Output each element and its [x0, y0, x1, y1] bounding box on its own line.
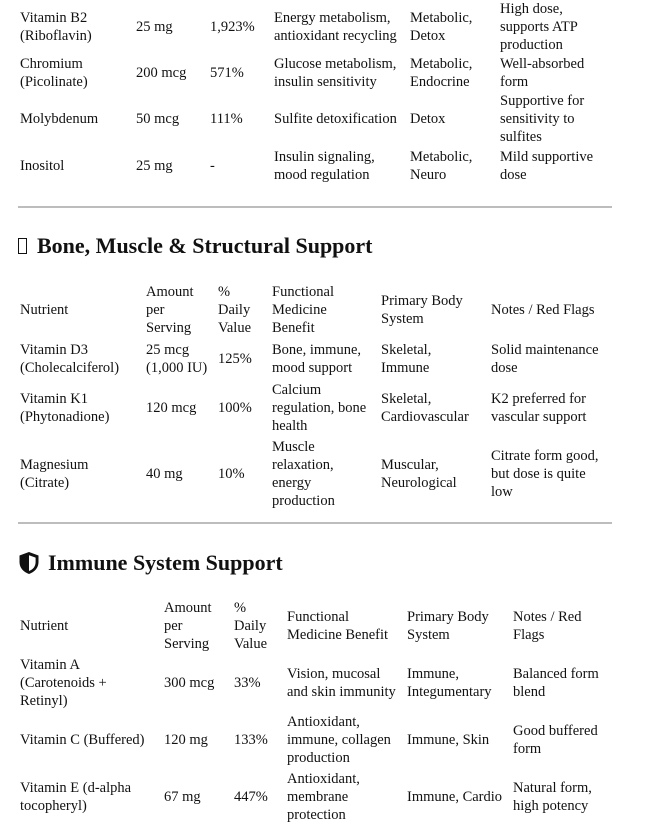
cell-line: production — [500, 37, 563, 53]
cell-line: 25 mcg — [146, 342, 190, 358]
cell-line: Antioxidant, — [287, 714, 360, 730]
cell-nutrient — [16, 54, 132, 92]
cell-dv: 10% — [218, 466, 245, 482]
cell-line: mood support — [272, 360, 353, 376]
cell-notes — [509, 654, 617, 712]
table-row — [16, 379, 613, 437]
cell-line: Endocrine — [410, 74, 470, 90]
cell-line: Benefit — [272, 320, 315, 336]
cell-line: (Carotenoids + — [20, 675, 107, 691]
cell-line: blend — [513, 684, 546, 700]
cell-line: (Riboflavin) — [20, 28, 92, 44]
table-row — [16, 339, 613, 379]
cell-benefit — [283, 712, 403, 768]
cell-nutrient — [16, 768, 160, 826]
cell-line: Neurological — [381, 475, 457, 491]
cell-line: (Citrate) — [20, 475, 70, 491]
cell-line: Immune, Skin — [407, 732, 490, 748]
cell-line: High dose, — [500, 1, 563, 17]
cell-line: membrane — [287, 789, 349, 805]
cell-line: form — [500, 74, 529, 90]
cell-notes — [487, 437, 613, 511]
cell-line: Sulfite detoxification — [274, 111, 397, 127]
cell-system — [403, 654, 509, 712]
cell-system — [377, 437, 487, 511]
cell-line: 120 mg — [164, 732, 208, 748]
cell-nutrient — [16, 654, 160, 712]
cell-benefit — [268, 339, 377, 379]
cell-dv — [214, 281, 268, 339]
cell-line: Muscle — [272, 439, 315, 455]
cell-amount — [132, 92, 206, 146]
cell-benefit — [283, 768, 403, 826]
metabolic-table-continued — [16, 0, 614, 186]
cell-line: regulation, bone — [272, 400, 367, 416]
cell-dv: 125% — [218, 351, 252, 367]
cell-notes — [496, 146, 614, 186]
cell-amount — [160, 768, 230, 826]
cell-line: 120 mcg — [146, 400, 197, 416]
cell-nutrient — [16, 437, 142, 511]
cell-dv: 111% — [210, 111, 243, 127]
cell-amount — [142, 281, 214, 339]
cell-amount — [142, 339, 214, 379]
cell-line: Value — [218, 320, 252, 336]
cell-line: Immune, — [407, 666, 459, 682]
cell-amount — [160, 598, 230, 654]
cell-line: Calcium — [272, 382, 322, 398]
table-row — [16, 146, 614, 186]
cell-nutrient — [16, 379, 142, 437]
cell-dv: 133% — [234, 732, 268, 748]
cell-line: Solid maintenance — [491, 342, 599, 358]
header-row — [16, 281, 613, 339]
cell-nutrient — [16, 146, 132, 186]
shield-icon — [18, 551, 40, 575]
cell-line: supports ATP — [500, 19, 578, 35]
cell-benefit — [270, 92, 406, 146]
cell-line: (Cholecalciferol) — [20, 360, 120, 376]
cell-line: Integumentary — [407, 684, 492, 700]
section-divider — [18, 522, 612, 524]
cell-notes — [487, 379, 613, 437]
cell-line: immune, collagen — [287, 732, 391, 748]
cell-line: Vitamin A — [20, 657, 80, 673]
cell-line: but dose is quite — [491, 466, 586, 482]
cell-line: 25 mg — [136, 19, 173, 35]
cell-system — [406, 0, 496, 54]
table-row — [16, 437, 613, 511]
cell-benefit — [268, 379, 377, 437]
cell-line: Bone, immune, — [272, 342, 362, 358]
cell-line: antioxidant recycling — [274, 28, 397, 44]
cell-line: sensitivity to — [500, 111, 575, 127]
section-divider — [18, 206, 612, 208]
cell-line: 300 mcg — [164, 675, 215, 691]
cell-line: 40 mg — [146, 466, 183, 482]
cell-line: Glucose metabolism, — [274, 56, 397, 72]
cell-line: Chromium — [20, 56, 83, 72]
table-body — [16, 281, 613, 511]
cell-benefit — [268, 437, 377, 511]
cell-line: Natural form, — [513, 780, 592, 796]
cell-dv: 447% — [234, 789, 268, 805]
cell-amount — [132, 146, 206, 186]
cell-line: Amount — [164, 600, 212, 616]
cell-amount — [160, 712, 230, 768]
cell-line: protection — [287, 807, 346, 823]
cell-benefit — [270, 54, 406, 92]
cell-dv: 1,923% — [210, 19, 255, 35]
cell-benefit — [270, 0, 406, 54]
cell-notes — [496, 92, 614, 146]
section-heading-immune — [18, 550, 283, 576]
table-row — [16, 92, 614, 146]
cell-nutrient — [16, 339, 142, 379]
cell-notes — [509, 712, 617, 768]
bone-muscle-table — [16, 281, 613, 511]
cell-system — [406, 92, 496, 146]
cell-line: Vitamin C (Buffered) — [20, 732, 145, 748]
cell-line: Primary Body — [407, 609, 489, 625]
cell-line: Insulin signaling, — [274, 149, 375, 165]
cell-line: Nutrient — [20, 618, 69, 634]
cell-line: Inositol — [20, 158, 65, 174]
cell-line: tocopheryl) — [20, 798, 87, 814]
cell-line: per — [164, 618, 183, 634]
cell-system — [406, 54, 496, 92]
cell-system — [403, 712, 509, 768]
cell-line: Molybdenum — [20, 111, 99, 127]
table-row — [16, 54, 614, 92]
header-row — [16, 598, 617, 654]
cell-system — [403, 598, 509, 654]
cell-dv: 571% — [210, 65, 244, 81]
cell-line: dose — [500, 167, 527, 183]
cell-line: (Picolinate) — [20, 74, 88, 90]
cell-line: Well-absorbed — [500, 56, 585, 72]
cell-line: insulin sensitivity — [274, 74, 377, 90]
cell-line: dose — [491, 360, 518, 376]
cell-nutrient — [16, 92, 132, 146]
cell-line: per — [146, 302, 165, 318]
cell-line: Citrate form good, — [491, 448, 599, 464]
cell-line: 200 mcg — [136, 65, 187, 81]
cell-nutrient — [16, 0, 132, 54]
cell-line: relaxation, — [272, 457, 334, 473]
cell-line: Skeletal, — [381, 342, 432, 358]
cell-line: 67 mg — [164, 789, 201, 805]
cell-line: Antioxidant, — [287, 771, 360, 787]
immune-table — [16, 598, 617, 826]
section-heading-bone — [18, 233, 373, 259]
cell-notes — [496, 54, 614, 92]
cell-benefit — [283, 598, 403, 654]
cell-dv: - — [210, 158, 215, 174]
cell-nutrient — [16, 712, 160, 768]
cell-line: Skeletal, — [381, 391, 432, 407]
cell-line: Metabolic, — [410, 149, 473, 165]
table-row — [16, 654, 617, 712]
cell-line: (Phytonadione) — [20, 409, 110, 425]
cell-line: Supportive for — [500, 93, 585, 109]
cell-nutrient — [16, 281, 142, 339]
cell-system — [377, 339, 487, 379]
cell-amount — [142, 379, 214, 437]
cell-line: Nutrient — [20, 302, 69, 318]
cell-line: and skin immunity — [287, 684, 396, 700]
box-icon — [18, 238, 27, 254]
table-body — [16, 0, 614, 186]
cell-notes — [509, 598, 617, 654]
cell-line: Cardiovascular — [381, 409, 469, 425]
cell-line: System — [407, 627, 450, 643]
cell-line: K2 preferred for — [491, 391, 587, 407]
cell-line: Good buffered — [513, 723, 598, 739]
cell-line: Metabolic, — [410, 10, 473, 26]
cell-system — [377, 379, 487, 437]
cell-line: health — [272, 418, 308, 434]
cell-line: Serving — [146, 320, 192, 336]
cell-line: Retinyl) — [20, 693, 68, 709]
cell-line: Neuro — [410, 167, 447, 183]
cell-notes — [496, 0, 614, 54]
cell-line: Muscular, — [381, 457, 439, 473]
cell-line: form — [513, 741, 542, 757]
cell-line: production — [287, 750, 350, 766]
cell-system — [403, 768, 509, 826]
cell-line: Primary Body — [381, 293, 463, 309]
cell-line: Amount — [146, 284, 194, 300]
cell-line: % — [234, 600, 247, 616]
cell-line: Metabolic, — [410, 56, 473, 72]
cell-line: Daily — [218, 302, 251, 318]
table-row — [16, 712, 617, 768]
cell-line: Mild supportive — [500, 149, 594, 165]
cell-line: Functional — [272, 284, 335, 300]
cell-line: Medicine — [272, 302, 327, 318]
cell-notes — [509, 768, 617, 826]
cell-line: Value — [234, 636, 268, 652]
cell-line: Balanced form — [513, 666, 599, 682]
table-body — [16, 598, 617, 826]
cell-line: sulfites — [500, 129, 542, 145]
cell-dv — [230, 598, 283, 654]
cell-line: vascular support — [491, 409, 587, 425]
cell-notes — [487, 339, 613, 379]
cell-line: Vision, mucosal — [287, 666, 381, 682]
cell-line: Immune — [381, 360, 430, 376]
cell-dv: 33% — [234, 675, 261, 691]
cell-dv: 100% — [218, 400, 252, 416]
cell-benefit — [270, 146, 406, 186]
cell-amount — [142, 437, 214, 511]
cell-system — [406, 146, 496, 186]
cell-line: 25 mg — [136, 158, 173, 174]
cell-line: Detox — [410, 28, 446, 44]
cell-line: System — [381, 311, 424, 327]
cell-line: (1,000 IU) — [146, 360, 208, 376]
cell-line: mood regulation — [274, 167, 370, 183]
cell-line: low — [491, 484, 513, 500]
cell-notes — [487, 281, 613, 339]
cell-line: production — [272, 493, 335, 509]
cell-line: Detox — [410, 111, 446, 127]
cell-line: Functional — [287, 609, 350, 625]
cell-amount — [160, 654, 230, 712]
cell-line: Magnesium — [20, 457, 89, 473]
cell-line: 50 mcg — [136, 111, 180, 127]
cell-line: Notes / Red Flags — [491, 302, 595, 318]
cell-line: Flags — [513, 627, 545, 643]
cell-line: Vitamin B2 — [20, 10, 88, 26]
cell-benefit — [283, 654, 403, 712]
table-row — [16, 768, 617, 826]
cell-benefit — [268, 281, 377, 339]
cell-line: Daily — [234, 618, 267, 634]
section-title: Immune System Support — [48, 550, 283, 575]
cell-system — [377, 281, 487, 339]
table-row — [16, 0, 614, 54]
cell-line: % — [218, 284, 231, 300]
cell-line: Medicine Benefit — [287, 627, 389, 643]
section-title: Bone, Muscle & Structural Support — [37, 233, 373, 258]
cell-line: Energy metabolism, — [274, 10, 391, 26]
cell-line: Vitamin D3 — [20, 342, 88, 358]
cell-nutrient — [16, 598, 160, 654]
cell-line: Serving — [164, 636, 210, 652]
cell-amount — [132, 0, 206, 54]
cell-line: Notes / Red — [513, 609, 582, 625]
cell-amount — [132, 54, 206, 92]
cell-line: Vitamin K1 — [20, 391, 88, 407]
cell-line: energy — [272, 475, 312, 491]
cell-line: Vitamin E (d-alpha — [20, 780, 132, 796]
cell-line: Immune, Cardio — [407, 789, 503, 805]
cell-line: high potency — [513, 798, 589, 814]
